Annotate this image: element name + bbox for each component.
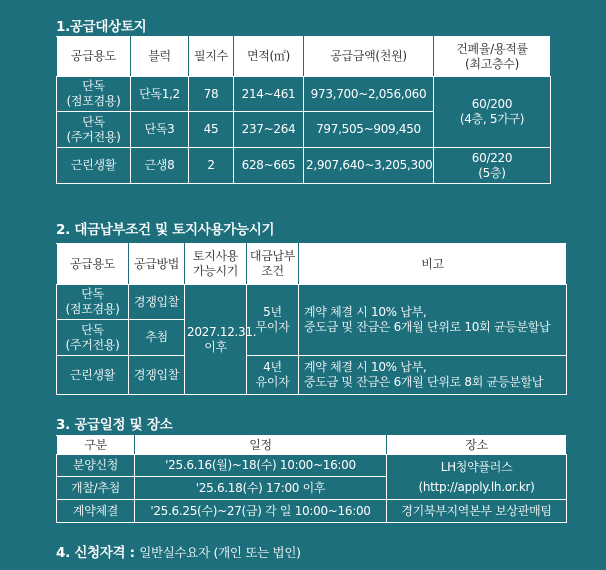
area-cell: 214~461 [234,77,304,112]
use-cell: 단독 (점포겸용) [57,285,129,320]
schedule-table [56,435,567,523]
method-cell: 경쟁입찰 [129,285,185,320]
use-cell: 단독 (주거전용) [57,320,129,356]
payment-condition-cell: 5년 무이자 [247,285,299,356]
header-method: 공급방법 [129,244,185,285]
price-cell: 973,700~2,056,060 [304,77,434,112]
category-cell: 개찰/추첨 [57,477,135,500]
count-cell: 45 [189,112,234,148]
place-cell: LH청약플러스 (http://apply.lh.or.kr) [387,455,567,500]
payment-conditions-table [56,243,567,395]
block-cell: 단독1,2 [131,77,189,112]
section3-title: 3. 공급일정 및 장소 [56,417,173,433]
block-cell: 근생8 [131,148,189,184]
place-cell: 경기북부지역본부 보상판매팀 [387,500,567,523]
table-row [57,148,551,184]
section4-title: 4. 신청자격 : [56,545,135,561]
section2-title: 2. 대금납부조건 및 토지사용가능시기 [56,222,275,238]
category-cell: 분양신청 [57,455,135,477]
table-row [57,77,551,112]
header-ratio: 건폐율/용적률 (최고층수) [434,37,551,77]
note-cell: 계약 체결 시 10% 납부, 중도금 및 잔금은 6개월 단위로 8회 균등분할납 [299,356,567,395]
section4-line [56,541,301,561]
ratio-cell: 60/200 (4층, 5가구) [434,77,551,148]
eligibility-text: 일반실수요자 (개인 또는 법인) [139,545,301,560]
method-cell: 추첨 [129,320,185,356]
table-row [57,285,567,320]
table-row [57,356,567,395]
use-cell: 근린생활 [57,356,129,395]
ratio-cell: 60/220 (5층) [434,148,551,184]
category-cell: 계약체결 [57,500,135,523]
use-cell: 단독 (점포겸용) [57,77,131,112]
note-cell: 계약 체결 시 10% 납부, 중도금 및 잔금은 6개월 단위로 10회 균등분할납 [299,285,567,356]
count-cell: 78 [189,77,234,112]
schedule-cell: '25.6.16(월)~18(수) 10:00~16:00 [135,455,387,477]
land-use-date-cell: 2027.12.31. 이후 [185,285,247,395]
method-cell: 경쟁입찰 [129,356,185,395]
header-area: 면적(㎡) [234,37,304,77]
area-cell: 628~665 [234,148,304,184]
price-cell: 797,505~909,450 [304,112,434,148]
header-note: 비고 [299,244,567,285]
use-cell: 근린생활 [57,148,131,184]
payment-condition-cell: 4년 유이자 [247,356,299,395]
price-cell: 2,907,640~3,205,300 [304,148,434,184]
block-cell: 단독3 [131,112,189,148]
header-count: 필지수 [189,37,234,77]
header-payment-condition: 대금납부 조건 [247,244,299,285]
schedule-cell: '25.6.25(수)~27(금) 각 일 10:00~16:00 [135,500,387,523]
area-cell: 237~264 [234,112,304,148]
header-category: 구분 [57,436,135,455]
count-cell: 2 [189,148,234,184]
header-block: 블럭 [131,37,189,77]
table-row [57,455,567,477]
header-price: 공급금액(천원) [304,37,434,77]
supply-land-table [56,36,551,184]
header-schedule: 일정 [135,436,387,455]
schedule-cell: '25.6.18(수) 17:00 이후 [135,477,387,500]
use-cell: 단독 (주거전용) [57,112,131,148]
section1-title: 1.공급대상토지 [56,19,147,35]
header-place: 장소 [387,436,567,455]
header-use: 공급용도 [57,37,131,77]
header-land-use-date: 토지사용 가능시기 [185,244,247,285]
header-use: 공급용도 [57,244,129,285]
table-row [57,500,567,523]
